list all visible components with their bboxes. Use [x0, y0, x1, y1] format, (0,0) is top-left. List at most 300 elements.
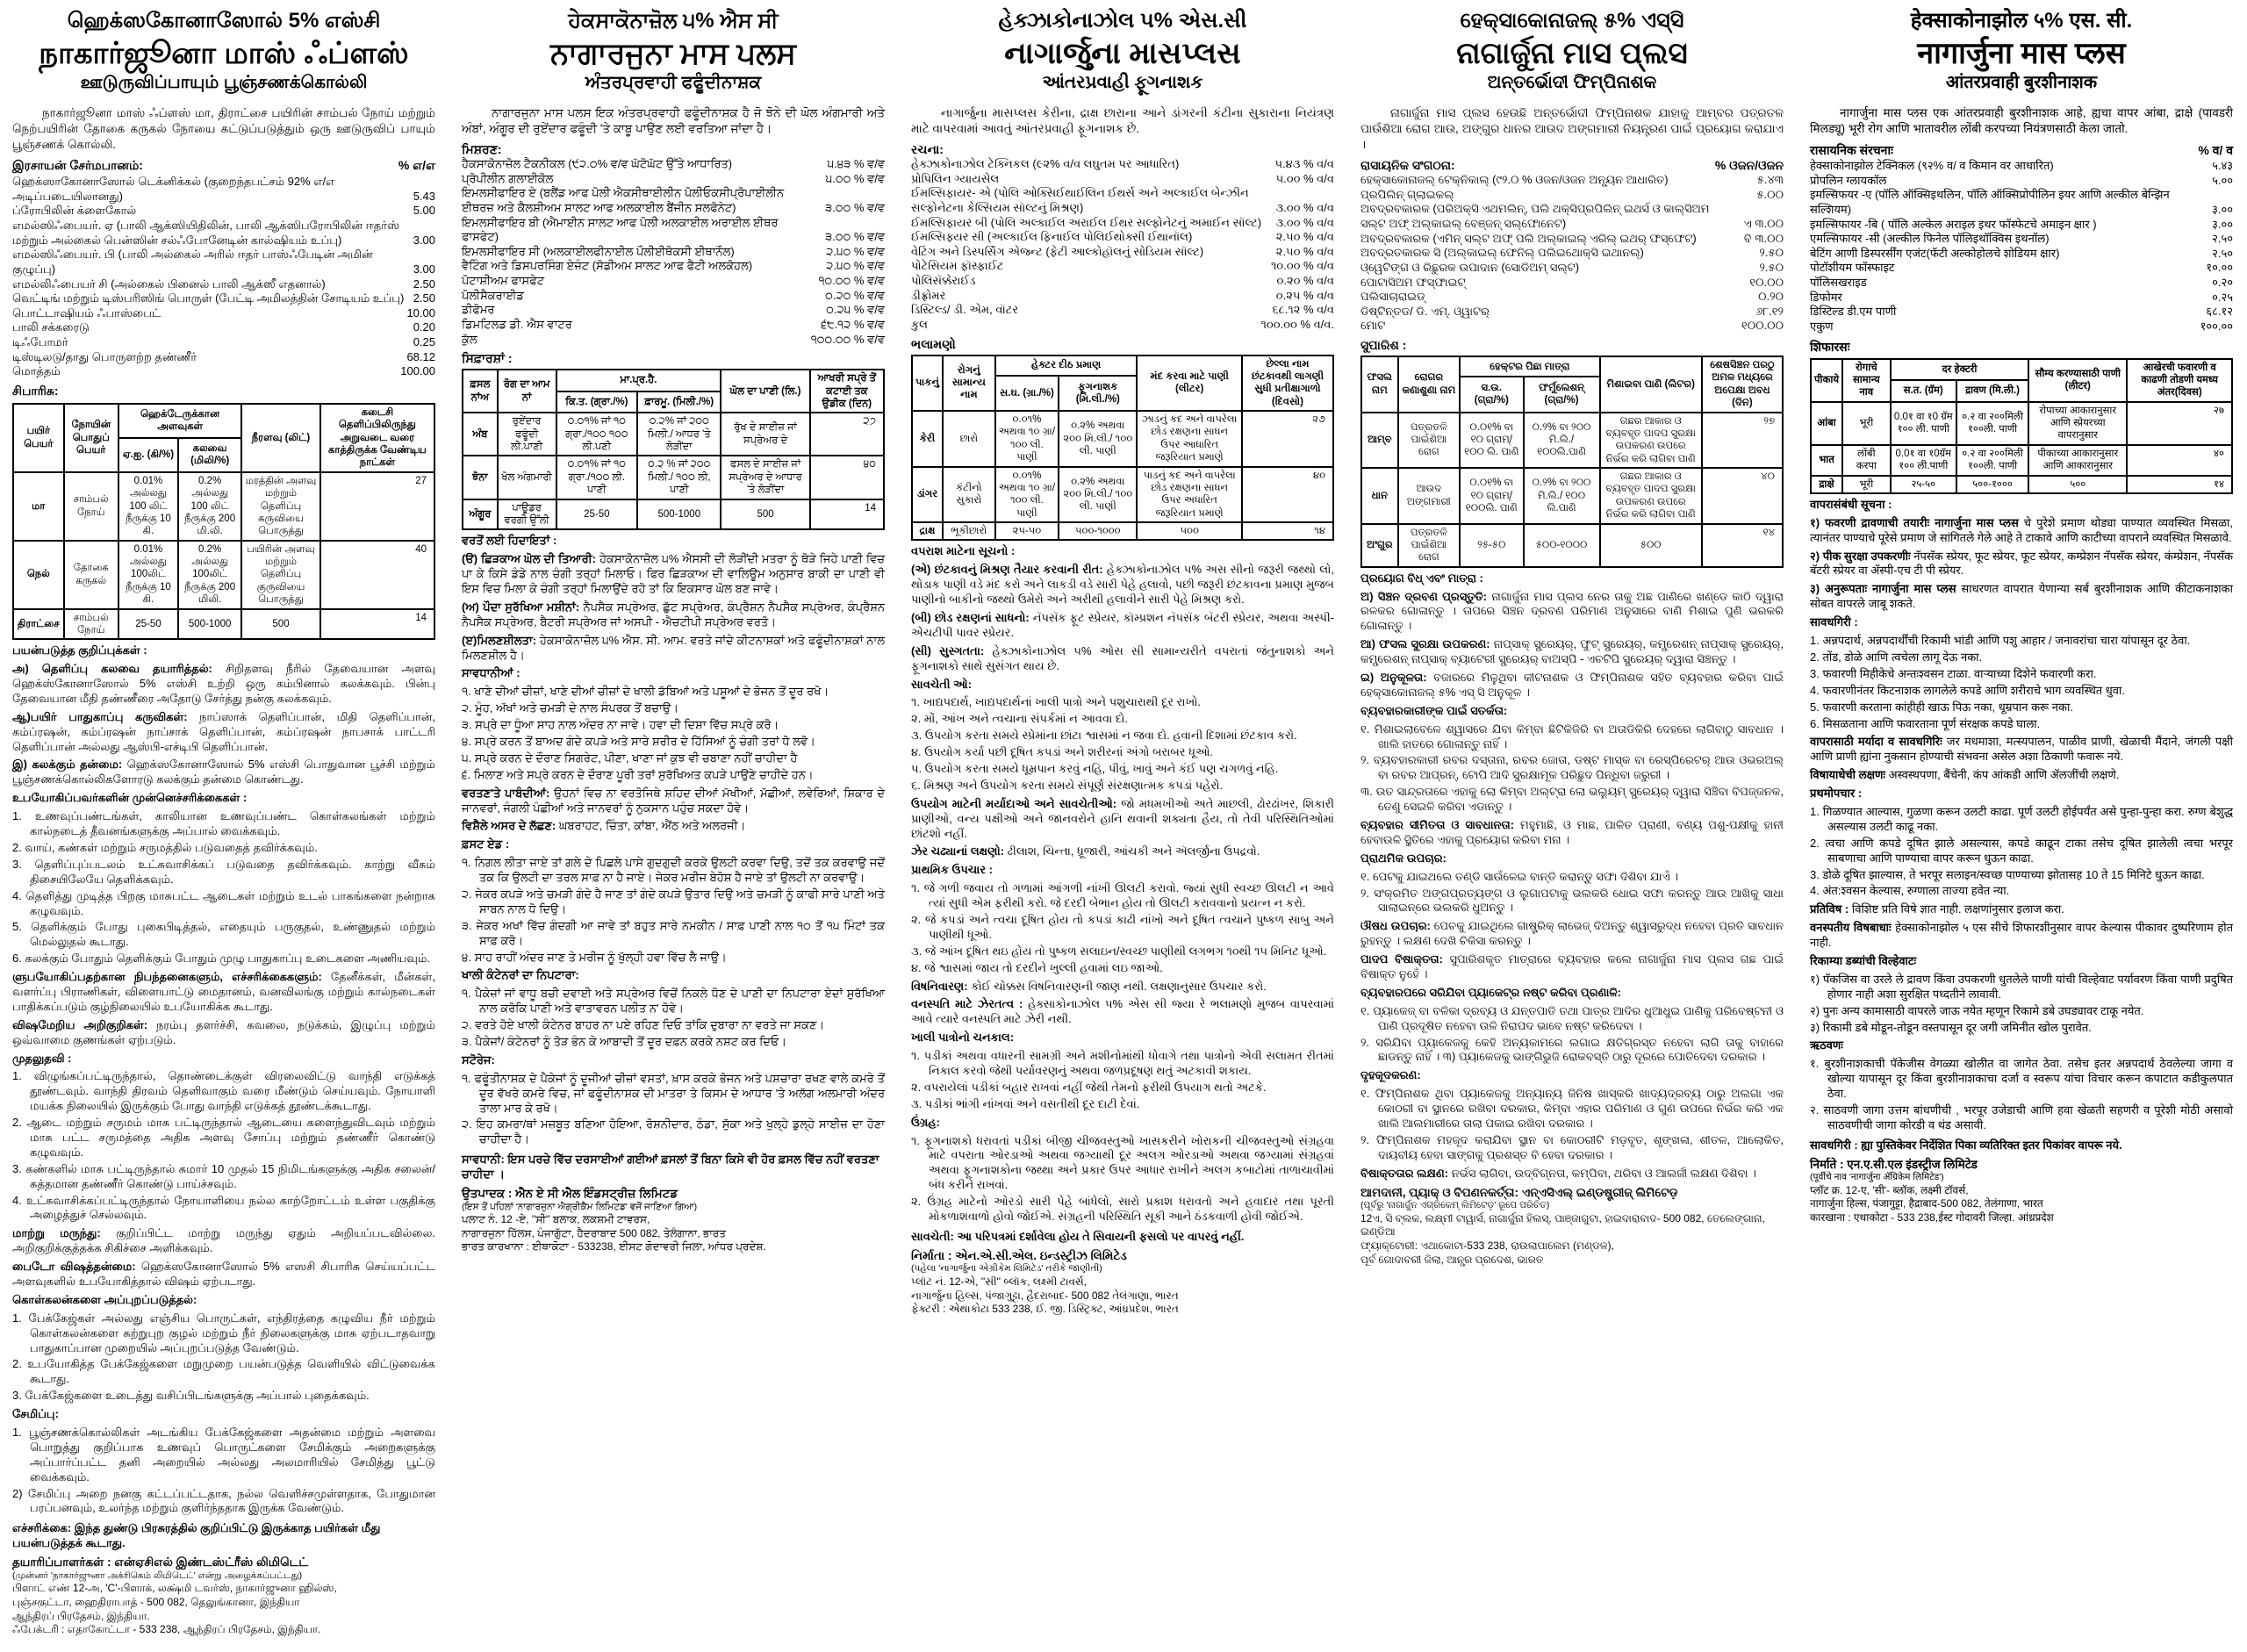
- ingredient-percentage: ୫.୦୦: [1756, 187, 1784, 201]
- section-heading-label: ઉપયોગ માટેની મર્યાદાઓ અને સાવચેતીઓ:: [911, 796, 1122, 810]
- section-list-item: ૧. પડીકાં અથવા વધારની સામગ્રી અને મશીનોમાંથી ધોવાગે તથા પાત્રોનો એવી સલામત રીતમાં નિકાલ કરવો જેથી પર્યાવરણનું અથવા જળપ્રદૂષણ થતું અટકાવી શકાય.: [911, 1049, 1334, 1078]
- section-list-item: ୧. ପ୍ୟାକେଜ୍ ବା ବଳିକା ଦ୍ରବ୍ୟ ଓ ଯନ୍ତପାତି ତଥା ପାତ୍ର ଆଦିର ଧୁଆଧୁଇ ପାଣିକୁ ପରିବେଷ୍ଟନୀ ଓ ପାଣି ପ୍ରଦୂଷିତ ନହେବା ଉଳି ନିରାପଦ ଭାବେ ନଷ୍ଟ କରିଦେବା ।: [1360, 1003, 1784, 1032]
- col-header-disease: रोगाचे सामान्य नाव: [1842, 359, 1891, 402]
- ingredient-percentage: २.५०: [2212, 232, 2233, 246]
- ingredient-percentage: ੧੦੦.੦੦ % ਵ/ਵ: [810, 332, 885, 346]
- ingredient-name: ઈમલ્સિફ્યર સી (અલ્કાઈલ ફિનાઈલ પોલિઈથોક્સી ઈથાનૉલ): [911, 230, 1193, 244]
- section-heading: [462, 666, 885, 681]
- product-title-line-3: ਅੰਤਰਪ੍ਰਵਾਹੀ ਫਫੂੰਦੀਨਾਸ਼ਕ: [585, 73, 762, 93]
- section-heading: [1810, 786, 2233, 801]
- section-list-item: 6. मिसळताना आणि फवारताना पूर्ण संरक्षक कपडे घाला.: [1810, 716, 2041, 730]
- section-heading: [462, 968, 885, 983]
- section-list-item: ੩. ਸਪ੍ਰੇ ਦਾ ਧੂੰਆ ਸਾਹ ਨਾਲ ਅੰਦਰ ਨਾ ਜਾਵੇ। ਹਵਾ ਦੀ ਦਿਸ਼ਾ ਵਿੱਚ ਸਪ੍ਰੇ ਕਰੋ।: [462, 718, 779, 732]
- composition-row: [911, 230, 1334, 245]
- col-header-formulation: ਫ਼ਾਰਮੂ. (ਮਿਲੀ./%): [637, 391, 721, 413]
- section-heading-label: ऋठवणः: [1810, 1038, 1843, 1052]
- table-row: [912, 411, 1333, 467]
- composition-row: [12, 350, 435, 365]
- ingredient-percentage: २.५०: [2212, 246, 2233, 260]
- section-list-item: ੨. ਵਰਤੇ ਹੋਏ ਖਾਲੀ ਕੰਟੇਨਰ ਬਾਹਰ ਨਾ ਪਏ ਰਹਿਣ ਦਿਓ ਤਾਂਕਿ ਦੁਬਾਰਾ ਨਾ ਵਰਤੇ ਜਾ ਸਕਣ।: [462, 1018, 825, 1032]
- ingredient-percentage: ૨.૫૦ % વ/વ: [1275, 244, 1334, 258]
- product-title-line-2: નાગાર્જુના માસપ્લસ: [1004, 36, 1241, 70]
- col-header-crop: ଫସଲ ନାମ: [1361, 356, 1398, 413]
- section-heading-label: वापरासाठी मर्यादा व सावधगिरिः: [1810, 735, 1947, 749]
- cell-waiting-days: 14: [810, 499, 884, 530]
- cell-crop: மா: [13, 472, 64, 541]
- cell-waiting-days: १४: [2127, 476, 2232, 493]
- cell-ai-dose: 0.0१ वा १0 ग्रॅम १०० ली. पाणी: [1891, 402, 1956, 445]
- cell-disease: કંટીનો સુકારો: [943, 467, 995, 523]
- composition-row: [1360, 188, 1784, 203]
- section-heading-label: ଅ) ସିଞ୍ଚନ ଦ୍ରବଣ ପ୍ରସ୍ତୁତି:: [1360, 589, 1492, 603]
- section-list-item: ୨. ସଂକ୍ରମିତ ଅଙ୍ଗପ୍ରତ୍ୟଙ୍ଗ ଓ ଲୁଗାପଟାକୁ ଭଲକରି ଧୋଇ ସଫା କରନ୍ତୁ ଆଉ ଆଖିକୁ ସାଧା ସାଲାଇନ୍‌ରେ ଭଲକରି ଧୁଅନ୍ତୁ ।: [1360, 886, 1784, 915]
- composition-row: [911, 259, 1334, 274]
- section-list-item: 4. अंत:श्वसन केल्यास, रुग्णाला ताज्या हवेत न्या.: [1810, 884, 2010, 898]
- cell-waiting-days: २७: [2127, 402, 2232, 445]
- cell-crop: भात: [1811, 445, 1842, 476]
- cell-waiting-days: ੪੦: [810, 456, 884, 499]
- manufacturer-line-1: ଆମଦାନୀ, ପ୍ୟାକ୍ ଓ ବିପଣନକର୍ତ୍ତା: ଏନ୍‌ଏସିଏଲ୍ ଇଣ୍ଡଷ୍ଟ୍ରୀଜ୍ ଲିମିଟେଡ଼: [1360, 1185, 1678, 1199]
- section-list-item: ૨. વપરાયેલાં પડીકાં બહાર રાખવાં નહીં જેથી તેમનો ફરીથી ઉપયાગ થતો અટકે.: [911, 1080, 1267, 1094]
- manufacturer-line-1: निर्माते : एन.ए.सी.एल इंडस्ट्रीज लिमिटेड: [1810, 1157, 1978, 1171]
- table-row: [13, 541, 434, 609]
- section-paragraph: பைடோ விஷத்தன்மை: ஹெக்ஸகோனாஸோல் 5% எஸசி சிபாரிசு செய்யப்பட்ட அளவுகளில் உபயோகித்தால் விஷம் ஏற்படாது.: [12, 1260, 435, 1288]
- section-paragraph: ਵਿਸ਼ੈਲੇ ਅਸਰ ਦੇ ਲੱਛਣ: ਘਬਰਾਹਟ, ਚਿੰਤਾ, ਕਾਂਬਾ, ਐਂਠ ਅਤੇ ਅਲਰਜੀ।: [462, 819, 746, 833]
- table-row: [13, 472, 434, 541]
- section-heading-label: கொள்கலன்களை அப்புறப்படுத்தல்:: [12, 1292, 197, 1306]
- composition-row: [911, 274, 1334, 289]
- composition-row: [911, 289, 1334, 304]
- header-row-1: [1811, 359, 2232, 381]
- cell-formulation-dose: 500-1000: [178, 609, 241, 640]
- composition-row: [12, 219, 435, 248]
- section-list-item: ୨. ଫିମ୍ପିନାଶକ ମହଜୂଦ କରାଯିବା ସ୍ଥାନ ବା କୋଠରୀଟି ମଡ଼ବୃତ, ଶୃଙ୍ଖଳା, ଶୀତଳ, ଆଲୋକିତ, ଦାୟବୀୟ ହେବା ସାଙ୍ଗକୁ ପ୍ରଶସ୍ତ ବି ହେବା ଦରକାର ।: [1360, 1132, 1784, 1161]
- col-header-formulation: கலவை (மிலி/%): [178, 438, 241, 472]
- cell-formulation-dose: ५००-१०००: [1956, 476, 2028, 493]
- product-title-line-1: ஹெக்ஸகோனாஸோல் 5% எஸ்சி: [67, 9, 381, 32]
- section-list-item: ੩. ਜੇਕਰ ਅਖਾਂ ਵਿੱਚ ਗੰਦਗੀ ਆ ਜਾਵੇ ਤਾਂ ਬਹੁਤ ਸਾਰੇ ਨਮਕੀਨ / ਸਾਫ਼ ਪਾਣੀ ਨਾਲ ੧੦ ਤੋਂ ੧੫ ਮਿੰਟਾਂ ਤਕ ਸਾਫ਼ ਕਰੋ।: [462, 918, 885, 947]
- intro-paragraph: નાગાર્જુના માસપ્લસ કેરીના, દ્રાક્ષ છારાના આને ડાંગરની કંટીના સુકારાના નિયંત્રણ માટે વાપરવામાં આવતું આંતરપ્રવાહી ફૂગનાશક છે.: [911, 105, 1334, 135]
- ingredient-name: डिस्टिल्ड डी.एम पाणी: [1810, 305, 1897, 319]
- ingredient-name: ଡିଷ୍ଟିନ୍ତଡ/ ଡି. ଏମ୍. ଓ୍ୱାଟର୍: [1360, 304, 1490, 318]
- cell-disease: ପତ୍ରତଳି ପାଇଁଶିଆ ରୋଗ: [1398, 413, 1460, 469]
- section-heading-label: ପ୍ରୟୋଗ ବିଧ୍ ଏବଂ ମାତ୍ରା :: [1360, 571, 1483, 585]
- section-list-item: ૪. જે શ્વાસમાં જાય તો દરદીને ખુલ્લી હવામાં લઇ જાઓ.: [911, 960, 1163, 974]
- cell-water-volume: 500: [721, 499, 809, 530]
- ingredient-name: પોલિસૅક્કેરાઈડ: [911, 274, 976, 288]
- product-title-line-2: ନାଗାର୍ଜୁନା ମାସ ପ୍ଲସ: [1456, 36, 1688, 70]
- ingredient-name: इमल्सिफायर -बि ( पॉलि अल्केल अराइल इथर फॉस्फेटचे अमाइन क्षार ): [1810, 217, 2097, 231]
- composition-row: [911, 245, 1334, 260]
- table-row: [1811, 476, 2232, 493]
- product-title-line-3: આંતરપ્રવાહી ફૂગનાશક: [1042, 73, 1203, 93]
- section-list-item: ૫. ઉપયોગ કરતા સમયે ધૂમ્રપાન કરવું નહિ, પીવું, ખાવું અને કંઈ પણ ચગળવું નહિ.: [911, 762, 1279, 775]
- composition-unit-label: % ଓଜନ/ଓଜନ: [1714, 158, 1784, 173]
- ingredient-percentage: ଏ ୩.୦୦: [1743, 217, 1784, 230]
- recommendations-heading: शिफारसः: [1810, 339, 1850, 354]
- composition-row: [1360, 246, 1784, 261]
- section-heading-label: ளுபயோகிப்பதற்கான நிபந்தனைகளும், எச்சரிக்கைகளும்:: [12, 970, 331, 984]
- section-list-item: ୧. ମିଶାଇଲାବେଳେ ଶ୍ୱାସରେ ଯିବା କିମ୍ବା ଛିଟିକିଜିରି ବା ଅତାଡିକିରି ଦେହରେ ଲାଗିବାଠୁ ସାବଧାନ । ଖାଲି ହାତରେ ଗୋଳାନ୍ତୁ ନାହିଁ ।: [1360, 722, 1784, 751]
- section-list-item: ੨. ਮੂੰਹ, ਅੱਖਾਂ ਅਤੇ ਚਮੜੀ ਦੇ ਨਾਲ ਸੰਪਰਕ ਤੋਂ ਬਚਾਉ।: [462, 701, 678, 715]
- ingredient-name: ਇਮਲਸੀਫਾਇਰ ਸੀ (ਅਲਕਾਈਲਫੀਨਾਈਲ ਪੌਲੀਈਥੋਕਸੀ ਈਥਾਨੌਲ): [462, 244, 735, 258]
- section-heading-label: वनस्पतीय विषबाधाः: [1810, 921, 1896, 935]
- section-heading: [911, 678, 1334, 693]
- section-heading-label: ଆ) ଫସଲ ସୁରକ୍ଷା ଉପକରଣ:: [1360, 637, 1494, 651]
- section-list-item: 3. தெளிப்புப்படலம் உட்சுவாசிக்கப் படுவதை தவிர்க்கவும். காற்று வீசும் திசையிலேயே தெளிக்கவும்.: [12, 857, 435, 886]
- section-list-item: 1. अन्नपदार्थ, अन्नपदार्थींची रिकामी भांडी आणि पशु आहार / जनावरांचा चारा यांपासून दूर ठेवा.: [1810, 634, 2191, 648]
- section-paragraph: ઉપયોગ માટેની મર્યાદાઓ અને સાવચેતીઓ: જો મધમખીઓ અતે માછલી, ઢોરઢાંખર, શિકારી પ્રાણીઓ, વન્ય પક્ષીઓ અને જાનવરોને હાનિ થવાની શક્યતા હૈય, તો તેવી પરિસ્થિતિઓમાં છાંટશો નહીં.: [911, 796, 1335, 840]
- ingredient-percentage: ५.४३: [2212, 159, 2233, 173]
- section-heading-label: விஷமேறிய அறிகுறிகள்:: [12, 1017, 157, 1031]
- section-list-item: २. साठवणी जागा उत्तम बांधणीची , भरपूर उजेडाची आणि हवा खेळती सहणरी व पूरेशी मोठी असावो साठवणीची जागा कोरडी व थंड असावी.: [1810, 1103, 2233, 1131]
- section-heading-label: பைடோ விஷத்தன்மை:: [12, 1260, 141, 1274]
- section-list-item: 1. பேக்கேஜ்கள் அல்லது எஞ்சிய பொருட்கள், எந்திரத்தை கழுவிய நீர் மற்றும் கொள்கலன்களை சுற்றுபுற குழல் மற்றும் நீர் நிலைகளுக்கு மாசு ஏற்படாதவாறு பாதுகாப்பான முறையில் அப்புறப்படுத்த வேண்டும்.: [12, 1311, 435, 1354]
- composition-row: [12, 335, 435, 350]
- section-list-item: 4. फवारणीनंतर किटनाशक लागलेले कपडे आणि शरीराचे भाग व्यवस्थित धुवा.: [1810, 683, 2125, 697]
- section-paragraph: விஷமேறிய அறிகுறிகள்: நரம்பு தளர்ச்சி, கவலை, நடுக்கம், இழுப்பு மற்றும் ஒவ்வாமை குணங்கள் ஏற்படும்.: [12, 1017, 435, 1046]
- ingredient-name: மொத்தம்: [12, 364, 61, 378]
- section-list-item: ୧. ପେଟକୁ ଯାଇଥଲେ ତଣ୍ଡି ସାଉଁଳେଇ ବାନ୍ତି କରାନ୍ତୁ ସଫା ଦିଶିବା ଯାଏଁ ।: [1360, 869, 1678, 883]
- ingredient-name: ઈમલ્સિફાયર બી (પોલિ અલ્કાઈલ અરાઈલ ઈથર સલ્ફોનેટનું અમાઈન સૉલ્ટ): [911, 215, 1262, 229]
- composition-row: [1810, 305, 2233, 320]
- composition-unit-label: % எ/எ: [398, 158, 435, 173]
- product-title-line-1: હેક્ઝાકોનાઝોલ ૫% એસ.સી: [998, 9, 1247, 32]
- cell-waiting-days: ୪୦: [1702, 468, 1783, 524]
- cell-crop: કેરી: [912, 411, 943, 467]
- ingredient-name: ଅବଦ୍ରବକାରକ (ପରିଅକ୍ସି ଏଥମଲିନ୍, ପଲି ଥକ୍ସିପ୍ରପିଲିନ୍ ଇଥର୍ସ ଓ କାଲ୍‌ସିଅମ ସଲ୍ଟ ଅଫ୍ ଅଲ୍‌କାଇଲ୍ ବେଞ୍ଜନ୍ ସଲ୍‌ଫୋନେଟ): [1360, 202, 1710, 230]
- cell-waiting-days: ୨୭: [1702, 413, 1783, 469]
- cell-crop: ଅଂଗୁର: [1361, 524, 1398, 567]
- ingredient-percentage: 2.50: [413, 277, 435, 291]
- ingredient-percentage: ୫.୪୩: [1756, 173, 1784, 187]
- section-heading-label: ଇ) ଅନୁକୂଳତା:: [1360, 670, 1434, 684]
- section-paragraph: மாற்று மருந்து: குறிப்பிட்ட மாற்று மருந்து ஏதும் அறியப்படவில்லை. அறிகுறிக்குத்தக்க சிகிச்சை அளிக்கவும்.: [12, 1226, 435, 1255]
- manufacturer-line-4: புஞ்சகுட்டா, ஹைதிராபாத் - 500 082, தெலுங்கானா, இந்தியா: [12, 1595, 300, 1608]
- table-row: [912, 467, 1333, 523]
- section-list-item: 2. त्वचा आणि कपडे दूषित झाले असल्यास, कपडे काढून टाका तसेच दूषित झालेली त्वचा भरपूर साबणाचा आणि पाण्याचा वापर करून धुऊन काढा.: [1810, 836, 2233, 865]
- ingredient-name: ପଲିସାଚାରାଇଡ୍: [1360, 290, 1425, 304]
- cell-crop: ਝੋਨਾ: [463, 456, 498, 499]
- ingredient-percentage: 10.00: [406, 305, 435, 320]
- section-paragraph: [462, 534, 885, 549]
- cell-water-volume: பயிரின் அளவு மற்றும் தெளிப்பு குருவியை பொருத்து: [241, 541, 320, 609]
- col-header-crop: ਫ਼ਸਲ ਨਾਂਅ: [463, 370, 498, 413]
- cell-disease: ଆଉଦ ଅଙ୍ଗମାରୀ: [1398, 468, 1460, 524]
- table-row: [912, 522, 1333, 540]
- ingredient-name: டிஸ்டிலடு/தாது பொருளற்ற தண்ணீர்: [12, 349, 197, 363]
- cell-waiting-days: ४०: [2127, 445, 2232, 476]
- section-list-item: ୨. ବ୍ୟବହାରକାରୀ ରବର ଦସ୍ତାନା, ରବର ଜୋତା, ଡଷ୍ଟ ମାସ୍କ ବା ରେସ୍ପିରେଟର୍ ଆଉ ଓଭରଅଲ୍ ବା ରବର ଆପ୍ରନ୍, ଟୋପି ଆଦି ସୁରକ୍ଷାମୂକ ପରିଛୁଦ ପିନ୍ଧିବା ଜରୁରୀ ।: [1360, 753, 1784, 782]
- section-heading-label: ஆ)பயிர் பாதுகாப்பு கருவிகள்:: [12, 709, 200, 723]
- section-heading-label: वापरासंबंधी सूचना :: [1810, 497, 1892, 511]
- composition-unit-label: % व/ व: [2198, 143, 2233, 158]
- ingredient-name: હેક્ઝાકોનાઝોલ ટેક્નિકલ (૯૨% વ/વ લઘુતમ પર આધારિત): [911, 157, 1180, 171]
- composition-heading: [12, 158, 435, 175]
- section-paragraph: (એ) છંટકાવનું મિશ્રણ તૈયાર કરવાની રીત: હેક્ઝાકોનાઝોલ ૫% અસ સીનો જરૂરી જથ્થો લો, થોડાક પાણી વડે મંદ કરો અને લાકડી વડે સારી પેહે હલાવો, પછી જરૂરી છંટકાવના પ્રમાણ મુજબ પાણીનો બાકીનો જથ્થો ઉમેરો અને અરીથી હલાવીને સારી પેહે મિશ્રણ કરો.: [911, 563, 1334, 607]
- section-list-item: ૩. ઉપયોગ કરતા સમયે સ્પ્રેમાંના છાંટા શ્વાસમાં ન જવા દો. હવાની દિશામાં છંટકાવ કરો.: [911, 729, 1297, 743]
- col-header-formulation: ફૂગનાશક (મિ.લી./%): [1059, 376, 1137, 411]
- leaflet-column-marathi: [1798, 0, 2247, 1652]
- section-list-item: ੨. ਇਹ ਕਮਰਾ/ਥਾਂ ਮਜ਼ਬੂਤ ਬਣਿਆ ਹੋਇਆ, ਰੋਸ਼ਨੀਦਾਰ, ਠੰਡਾ, ਸੁੱਕਾ ਅਤੇ ਖੁਲ੍ਹੇ ਡੁਲ੍ਹੇ ਸਾਈਜ਼ ਦਾ ਹੋਣਾ ਚਾਹੀਦਾ ਹੈ।: [462, 1117, 885, 1146]
- col-header-ai: સ.ઘ. (ગ્રા./%): [995, 376, 1059, 411]
- recommendations-table-head: [912, 356, 1333, 412]
- product-title-line-3: ஊடுருவிப்பாயும் பூஞ்சணக்கொல்லி: [80, 73, 368, 93]
- section-paragraph: [911, 544, 1334, 559]
- section-list-item: 1. விழுங்கப்பட்டிருந்தால், தொண்டைக்குள் விரலைவிட்டு வாந்தி எடுக்கத் தூண்டவும். வாந்தி திரவம் தெளிவாகும் வரை மீண்டும் செய்யவும். நோயாளி மயக்க நிலையில் இருக்கும் போது வாந்தி எடுக்கத் தூண்டக்கூடாது.: [12, 1069, 435, 1113]
- ingredient-name: ஹெக்ஸாகோனாஸோல் டெக்னிக்கல் (குறைந்தபட்சம் 92% எ/எ அடிப்படையிலானது): [12, 175, 335, 203]
- section-heading-label: மாற்று மருந்து:: [12, 1226, 117, 1240]
- col-header-disease: રોગનું સામાન્ય નામ: [943, 356, 995, 412]
- composition-heading: [911, 142, 1334, 157]
- ingredient-name: ਹੈਕਸਾਕੋਨਾਜ਼ੋਲ ਟੈਕਨੀਕਲ (੯੨.੦% ਵ/ਵ ਘੱਟੋਘੱਟ ਉੱਤੇ ਆਧਾਰਿਤ): [462, 157, 733, 171]
- composition-heading-label: ରାସାୟନିକ ସଂଗଠନା:: [1360, 158, 1455, 173]
- col-header-water: सौम्य करण्यासाठी पाणी (लीटर): [2028, 359, 2127, 402]
- ingredient-name: ଅବଦ୍ରତକାରକ ସି (ଅଲ୍‌କାଇଲ୍ ଫେନିଲ୍ ପଲିଇଥୋକ୍ସି ଇଥାନଲ୍): [1360, 246, 1644, 260]
- ingredient-name: பாலி சக்கரைடு: [12, 320, 90, 334]
- caution-note: સાવચેતી: આ પરિપત્રમાં દર્શાવેલા હોય તે સિવાયની ફસલો પર વાપરવું નહીં.: [911, 1229, 1245, 1243]
- cell-disease: சாம்பல் நோய்: [64, 609, 118, 640]
- section-list-item: ੧. ਫਫੂੰਤੀਨਾਸ਼ਕ ਦੇ ਪੈਕੇਜਾਂ ਨੂੰ ਦੂਜੀਆਂ ਚੀਜ਼ਾਂ ਵਸਤਾਂ, ਖ਼ਾਸ ਕਰਕੇ ਭੋਜਨ ਅਤੇ ਪਸ਼ਚਾਰਾ ਰਖਣ ਵਾਲੇ ਕਮਰੇ ਤੋਂ ਦੂਰ ਵੱਖਰੇ ਕਮਰੇ ਵਿਚ, ਜਾਂ ਫਫੂੰਦੀਨਾਸ਼ਕ ਦੀ ਮਾਤਰਾ ਤੇ ਕਿਸਮ ਦੇ ਆਧਾਰ 'ਤੇ ਅਲੱਗ ਅਲਮਾਰੀ ਅੰਦਰ ਤਾਲਾ ਮਾਰ ਕੇ ਰਖੋ।: [462, 1071, 885, 1115]
- col-header-crop: पीकाये: [1811, 359, 1842, 402]
- section-heading-label: (ਅ) ਪੌਦਾ ਸੁਰੱਖਿਆ ਮਸ਼ੀਨਾਂ:: [462, 600, 584, 614]
- section-list-item: 2. ஆடை மற்றும் சருமம் மாசு பட்டிருந்தால் ஆடையை களைந்துவிடவும் மற்றும் மாசு பட்ட சருமத்தை அதிக அளவு சோப்பு மற்றும் தண்ணீர் கொண்டு கழுவவும்.: [12, 1116, 435, 1159]
- section-heading: [911, 1031, 1334, 1045]
- recommendations-heading: ਸਿਫ਼ਾਰਸ਼ਾਂ :: [462, 351, 513, 366]
- recommendations-table-body: [1811, 402, 2232, 493]
- section-paragraph: ବିଷାକ୍ତତାର ଲକ୍ଷଣ: ନର୍ଭସ ଲାଗିବା, ଉଦ୍‌ବିଗ୍ନତା, କମ୍ପିବା, ଥରିବା ଓ ଆଲର୍ଜୀ ଲକ୍ଷଣ ଦିଶିବା ।: [1360, 1166, 1756, 1180]
- ingredient-percentage: 0.25: [413, 335, 435, 348]
- cell-crop: ଧାନ: [1361, 468, 1398, 524]
- leaflet-column-punjabi: [449, 0, 899, 1652]
- col-header-ai: ସ.ଉ. (ଗ୍ରା/%): [1460, 377, 1523, 412]
- col-header-disease: நோயின் பொதுப் பெயர்: [64, 404, 118, 472]
- manufacturer-line-3: प्लॉट क्र. 12-ए, 'सी'- ब्लॉक, लक्ष्मी टॉवर्स,: [1810, 1183, 1969, 1196]
- recommendations-table-head: [13, 404, 434, 472]
- caution-note: எச்சரிக்கை: இந்த துண்டு பிரசுரத்தில் குறிப்பிட்டு இருக்காத பயிர்கள் மீது பயன்படுத்தக் கூடாது.: [12, 1521, 381, 1550]
- cell-crop: திராட்சை: [13, 609, 64, 640]
- cell-disease: भूरी: [1842, 402, 1891, 445]
- ingredient-percentage: ੨.੫੦ % ਵ/ਵ: [826, 244, 885, 258]
- section-list-item: 4. உட்சுவாசிக்கப்பட்டிருந்தால் நோயாளியை நல்ல காற்றோட்டம் உள்ள பகுதிக்கு அழைத்துச் செல்லவும்.: [12, 1193, 435, 1222]
- cell-waiting-days: ૪૦: [1242, 467, 1333, 523]
- ingredient-name: ਇਮਲਸੀਫਾਇਰ ਏ (ਬਲੈਂਡ ਆਫ ਪੋਲੀ ਐਕਸੀਥਾਈਲੀਨ ਪੋਲੀਓਕਸੀਪ੍ਰੋਪਾਈਲੀਨ ਈਥਰਜ਼ ਅਤੇ ਕੈਲਸ਼ੀਅਮ ਸਾਲਟ ਆਫ ਅਲਕਾਈਲ ਬੈਂਜੀਨ ਸਲਫੋਨੇਟ): [462, 186, 785, 214]
- ingredient-percentage: १०.००: [2206, 261, 2233, 275]
- composition-row: [462, 186, 885, 215]
- section-list-item: ୨. ସରିଯିବା ପ୍ୟାକେଜକୁ କେହି ଅନ୍ୟକାମରେ ଲଗାଇ କ୍ଷତିଗ୍ରସ୍ତ ନହେବା ଲାଗି ତାକୁ ବାହାରେ ଛାଡନ୍ତୁ ନାହିଁ । ୩) ପ୍ୟାକେଜକୁ ଭାଙ୍ଗିଭୁଜି ରୋକବସ୍ତି ଠାରୁ ଦୂରରେ ପୋତିଦେବା ଦରକାର ।: [1360, 1035, 1784, 1064]
- ingredient-percentage: ୨.୫୦: [1759, 246, 1784, 260]
- section-heading-label: ਵਰਤੋਂ ਲਈ ਹਿਦਾਇਤਾਂ :: [462, 534, 557, 548]
- cell-disease: છારો: [943, 411, 995, 467]
- cell-water-volume: ୫୦୦: [1600, 524, 1702, 567]
- section-heading-label: ३) अनुरूपताः नागार्जुना मास प्लस: [1810, 582, 1962, 596]
- section-list-item: 2) சேமிப்பு அறை நனகு கட்டப்பட்டதாக, நல்ல வெளிச்சமுள்ளதாக, போதுமான பரப்பனவும், உலர்ந்த மற்றும் குளிர்ந்ததாக இருக்க வேண்டும்.: [12, 1486, 435, 1515]
- section-paragraph: प्रतिविष : विशिष्ट प्रति विषे ज्ञात नाही. लक्षणांनुसार इलाज करा.: [1810, 902, 2064, 916]
- section-heading-label: ઝેર ચઢ્યાનાં લક્ષણો:: [911, 844, 1008, 858]
- composition-row: [911, 216, 1334, 231]
- section-heading: [1360, 986, 1784, 1001]
- section-heading: [12, 1052, 435, 1067]
- recommendations-table-head: [1811, 359, 2232, 402]
- composition-row: [1810, 159, 2233, 174]
- composition-row: [1810, 174, 2233, 189]
- composition-row: [1810, 232, 2233, 247]
- manufacturer-line-2: (पूर्वीचे नाव 'नागार्जुना ॲग्रिकेम लिमिटेड'): [1810, 1172, 1944, 1183]
- col-header-ai: ஏ.ஐ. (கி/%): [118, 438, 178, 472]
- section-list-item: ੪. ਸਪ੍ਰੇ ਕਰਨ ਤੋਂ ਬਾਅਦ ਗੰਦੇ ਕਪੜੇ ਅਤੇ ਸਾਰੇ ਸ਼ਰੀਰ ਦੇ ਹਿੱਸਿਆਂ ਨੂੰ ਚੰਗੀ ਤਰਾਂ ਧੋ ਲਵੋ।: [462, 734, 815, 748]
- composition-row: [911, 186, 1334, 215]
- table-row: [463, 499, 884, 530]
- section-list-item: ૧. ખાદ્યપદાર્થ, ખાદ્યપદાર્થનાં ખાલી પાત્રો અને પશુચારાથી દૂર રાખો.: [911, 695, 1202, 709]
- ingredient-name: पोटॉशीयम फॉस्फाइट: [1810, 261, 1895, 275]
- cell-formulation-dose: ૦.૨% અથવા ૨૦૦ મિ.લી./ ૧૦૦ લી. પાણી: [1059, 467, 1137, 523]
- section-heading-label: ପାଦପ ବିଷାକ୍ତତା:: [1360, 952, 1450, 966]
- cell-crop: आंबा: [1811, 402, 1842, 445]
- table-row: [13, 609, 434, 640]
- section-heading: [911, 863, 1334, 878]
- cell-disease: ਪਾਊਡਰ ਵਰਗੀ ਉੱਲੀ: [498, 499, 556, 530]
- intro-paragraph: ନାଗାର୍ଜୁନା ମାସ ପ୍ଲସ ହେଉଛି ଅନ୍ତର୍ଭୋଦୀ ଫିମ୍ପିନାଶକ ଯାହାକୁ ଆମ୍ବର ପତ୍ରତଳ ପାଉଁଶିଆ ରୋଗ ଆଉ, ଅଙ୍ଗୁର ଧାନର ଆଉଦ ଅଙ୍ଗମାରୀ ନିୟନ୍ତ୍ରଣ ପାଇଁ ପ୍ରୟୋଗ କରାଯାଏ ।: [1360, 105, 1784, 152]
- manufacturer-line-6: ஃபேக்டரி : எதாகோட்டா - 533 238, ஆந்திரப் பிரதேசம், இந்தியா.: [12, 1623, 321, 1636]
- ingredient-name: ப்ரோபிலின் க்ளைகோல்: [12, 204, 137, 218]
- manufacturer-line-2: (પહેલા 'નાગાર્જુના એગ્રીકેમ લિમિટેડ' તરીકે જાણીતી): [911, 1263, 1102, 1275]
- ingredient-percentage: 100.00: [400, 364, 435, 378]
- composition-row: [462, 172, 885, 187]
- section-heading: [1360, 851, 1784, 866]
- section-heading-label: ବ୍ୟବହାର ସୀମିତତା ଓ ସାବଧାନତା:: [1360, 817, 1521, 831]
- section-paragraph: २) पीक सुरक्षा उपकरणीः नॅपसॅक स्प्रेयर, फूट स्प्रेयर, फूट स्प्रेयर, कम्प्रेशन नॅपसॅक स्प्रेयर, कंम्प्रेशन, नॅपसॅक बॅटरी स्प्रेयर वा ॲस्पी-एच टी पी स्प्रेयर.: [1810, 549, 2233, 578]
- section-list-item: 4. தெளித்து முடித்த பிறகு மாசுபட்ட ஆடைகள் மற்றும் உடல் பாகங்களை நன்றாக கழுவவும்.: [12, 888, 435, 917]
- cell-crop: द्राक्षे: [1811, 476, 1842, 493]
- composition-heading-label: ਮਿਸ਼ਰਣ:: [462, 142, 502, 157]
- cell-waiting-days: 27: [320, 472, 434, 541]
- cell-water-volume: પાડનું કદ અને વાપરેલા છોડ રક્ષણના સાધન ઉપર અધારિત જરૂરિયાત પ્રમાણે: [1137, 467, 1241, 523]
- section-paragraph: वनस्पतीय विषबाधाः हेक्साकोनाझोल ५ एस सीचे शिफारशीनुसार वापर केल्यास पीकावर दुष्परिणाम होत नाही.: [1810, 921, 2233, 950]
- col-header-formulation: ଫର୍ମୁଲେଶନ୍ (ଗ୍ରା/%): [1524, 377, 1600, 412]
- table-row: [1361, 468, 1783, 524]
- cell-waiting-days: ૧૪: [1242, 522, 1333, 540]
- section-list-item: 3. கண்களில் மாசு பட்டிருந்தால் சுமார் 10 முதல் 15 நிமிடங்களுக்கு அதிக சலைன்/சுத்தமான தண்ணீர் கொண்டு பாய்ச்சவும்.: [12, 1161, 435, 1190]
- cell-ai-dose: ૦.૦૧% અથવા ૧૦ ગ્રા/ ૧૦૦ લી. પાણી: [995, 467, 1059, 523]
- cell-crop: ડાંગર: [912, 467, 943, 523]
- section-list-item: १. बुरशीनाशकाची पॅकेजीस वेगळ्या खोलीत वा जागेत ठेवा. तसेच इतर अन्नपदार्थ ठेवलेल्या जागा व खोल्या यापासून दूर किंवा बुरशीनाशकाचा दर्जा व स्वरूप यांचा विचार करून कपाटात कडीकुलपात ठेवा.: [1810, 1057, 2233, 1101]
- leaflet-column-tamil: [0, 0, 449, 1652]
- ingredient-percentage: ૨.૫૦ % વ/વ: [1275, 230, 1334, 244]
- composition-row: [12, 204, 435, 219]
- composition-heading-label: रासायनिक संरचनाः: [1810, 143, 1893, 158]
- cell-crop: ਅੰਬ: [463, 413, 498, 456]
- section-heading-label: ବିଷାକ୍ତତାର ଲକ୍ଷଣ:: [1360, 1166, 1452, 1180]
- section-list-item: 1. गिळण्यात आल्यास, गुळणा करून उलटी काढा. पूर्ण उलटी होईपर्यंत असे पुन्हा-पुन्हा करा. रुग्ण बेशुद्ध असल्यास उलटी काढू नका.: [1810, 804, 2233, 833]
- section-heading: [1810, 615, 2233, 630]
- composition-row: [1360, 276, 1784, 291]
- manufacturer-line-2: (ପୂର୍ବରୁ 'ନାଗାର୍ଜୁନ ଏଗ୍ରିକେମ୍ ଲିମିଟେଡ଼' ରୂପେ ପରିଚିତ): [1360, 1200, 1550, 1211]
- section-paragraph: ବ୍ୟବହାର ସୀମିତତା ଓ ସାବଧାନତା: ମହୁମାଛି, ଓ ମାଛ, ପାଳିତ ପ୍ରାଣୀ, ବଣ୍ୟ ପଶୁ-ପକ୍ଷୀକୁ ହାନୀ ହେବାଉଳି ସ୍ଥିତିରେ ଏହାକୁ ପ୍ରୟୋଗ କରିବା ମନା ।: [1360, 817, 1784, 846]
- section-list-item: ૧. ફૂગનાશકો ધરાવતાં પડીકાં બીજી ચીજવસ્તુઓ ખાસકરીને ખોરાકની ચીજવસ્તુઓ સંગ્રહવા માટે વપરાતા ઓરડાઓ અથવા જગ્યાથી દૂર અલગ ઓરડાઓ અથવા જગ્યામાં સંગ્રહવાં અથવા ફૂગનાશકોના જથ્થા અને પ્રકાર ઉપર આધાર રાખીને અલગ કબાટોમાં તાળાચાવીમાં બંધ કરીને રાખવાં.: [911, 1133, 1334, 1192]
- section-list-item: ੨. ਜੇਕਰ ਕਪੜੇ ਅਤੇ ਚਮੜੀ ਗੰਦੇ ਹੈ ਜਾਣ ਤਾਂ ਗੰਦੇ ਕਪੜੇ ਉਤਾਰ ਦਿਉ ਅਤੇ ਚਮੜੀ ਨੂੰ ਕਾਫੀ ਸਾਰੇ ਪਾਣੀ ਅਤੇ ਸਾਬਨ ਨਾਲ ਧੋ ਦਿਉ।: [462, 887, 885, 916]
- cell-waiting-days: ੨੭: [810, 413, 884, 456]
- recommendations-heading: ସୁପାରିଶ :: [1360, 338, 1407, 352]
- ingredient-name: हेक्साकोनाझोल टेक्निकल (९२% व/ व किमान वर आधारित): [1810, 159, 2054, 173]
- manufacturer-line-4: ਨਾਗਾਰਜੁਨਾ ਹਿੱਲਸ, ਪੰਜਾਗੁੱਟਾ, ਹੈਦਰਾਬਾਦ 500 082, ਤੇਲੰਗਾਨਾ, ਭਾਰਤ: [462, 1226, 726, 1239]
- ingredient-percentage: ੩.੦੦ % ਵ/ਵ: [825, 230, 885, 244]
- section-heading-label: ઉંગ્રહ:: [911, 1115, 940, 1129]
- cell-ai-dose: ୦.୦୧% ବା ୧୦ ଗ୍ରାମ୍/ ୧୦୦ଲି. ପାଣି: [1460, 468, 1523, 524]
- recommendations-table-head: [463, 370, 884, 413]
- section-heading-label: (એ) છંટકાવનું મિશ્રણ તૈયાર કરવાની રીત:: [911, 563, 1107, 577]
- cell-disease: ପତ୍ରତଳି ପାଇଁଶିଆ ରୋଗ: [1398, 524, 1460, 567]
- ingredient-name: எமல்ஸிஃபையர். ஏ (பாலி ஆக்ஸியிதிலின், பாலி ஆக்ஸிபரோபிலின் ஈதர்ஸ் மற்றும் அல்கைல் பென்ஸின் சல்ஃபோனேடின் கால்ஷியம் உப்பு): [12, 219, 399, 247]
- composition-row: [462, 259, 885, 274]
- section-heading: [1360, 704, 1784, 719]
- section-list-item: 1. பூஞ்சணக்கொல்லிகள் அடங்கிய பேக்கேஜ்களை அதன்மை மற்றும் அளவை பொறுத்து குறிப்பாக உணவுப் பொருட்களை சேமிக்கும் அறைகளுக்கு அப்பார்ப்பட்ட தனி அறையில் அல்லது அலமாரியில் சேமித்து பூட்டு வைக்கவும்.: [12, 1426, 435, 1483]
- col-header-ai: स.त. (ग्रॅम): [1891, 380, 1956, 402]
- product-title-line-1: ହେକ୍ସାକୋନାଜଲ୍ ୫% ଏସ୍‌ସି: [1460, 9, 1684, 32]
- section-list-item: ୩. ଉତ ସାନ୍ଦ୍ରତାରେ ଏହାକୁ ଲୋ କିମ୍ବା ଅଲ୍‌ଟ୍ରା ଲୋ ଭଲ୍ୟୁମ୍ ସ୍ପ୍ରେୟର୍ ଦ୍ୱାରା ସିଞ୍ଚିବା ବିପଜ୍ଜନକ, ତେଣୁ ସେଇଳି କରିବା ଏଡାନ୍ତୁ ।: [1360, 785, 1784, 814]
- manufacturer-line-3: પ્લૉટ નં. 12-એ, ''સી'' બ્લૉક, લક્ષ્મી ટાવર્સ,: [911, 1275, 1088, 1289]
- section-heading-label: २) पीक सुरक्षा उपकरणीः: [1810, 549, 1914, 563]
- section-heading-label: ଦୃହକୂଦକରଣ:: [1360, 1068, 1421, 1082]
- ingredient-name: પ્રોપિલિન ગ્યાયસેલ: [911, 171, 1000, 185]
- composition-row: [1810, 320, 2233, 334]
- product-title-line-2: नागार्जुना मास प्लस: [1917, 36, 2126, 70]
- ingredient-name: பொட்டாஷியம் ஃபாஸ்பைட்: [12, 305, 162, 320]
- recommendations-table-body: [912, 411, 1333, 540]
- ingredient-percentage: 3.00: [413, 262, 435, 276]
- cell-formulation-dose: ੦.੨% ਜਾਂ ੨੦੦ ਮਿਲੀ./ ਆਧਰ 'ਤੇ ਲੋੜੀਂਦਾ: [637, 413, 721, 456]
- section-list-item: 2. வாய், கண்கள் மற்றும் சருமத்தில் படுவதைத் தவிர்க்கவும்.: [12, 840, 318, 854]
- section-heading-label: रिकाम्या डब्यांची विल्हेवाटः: [1810, 953, 1917, 967]
- ingredient-name: ପୋଟାସିଅମ ଫସ୍‌ଫାଇଟ୍: [1360, 275, 1466, 289]
- composition-row: [1810, 291, 2233, 305]
- col-header-water: நீரளவு (லிட்): [241, 404, 320, 472]
- composition-heading-label: રચના:: [911, 142, 944, 157]
- product-title-line-2: ਨਾਗਾਰਜੁਨਾ ਮਾਸ ਪਲਸ: [550, 36, 796, 70]
- cell-water-volume: ५००: [2028, 476, 2127, 493]
- ingredient-name: வெட்டிங் மற்றும் டிஸ்பரிஸிங் பொருள் (பேட்டி அமிலத்தின் சோடியம் உப்பு): [12, 291, 405, 305]
- section-paragraph: વિષનિવારણ: કોઈ ચોક્કસ વિષનિવારણની જાણ નથી. લક્ષણાનુસાર ઉપચાર કરો.: [911, 979, 1267, 993]
- ingredient-percentage: ੫.੦੦ % ਵ/ਵ: [825, 171, 885, 185]
- ingredient-percentage: ૬૮.૧૨ % વ/વ: [1272, 303, 1334, 317]
- ingredient-name: ପ୍ରପିଲିନ୍ ଗ୍ଲାଇକଲ୍: [1360, 187, 1454, 201]
- ingredient-percentage: ବି ୩.୦୦: [1743, 231, 1784, 245]
- ingredient-percentage: ૩.૦૦ % વ/વ: [1275, 215, 1334, 229]
- ingredient-name: ਡੀਫੋਮਰ: [462, 303, 495, 317]
- cell-water-volume: ઝાડનું કદ અને વાપરેલા છોડ રક્ષણના સાધન ઉપર આધારિત જરૂરિયાત પ્રમાણે: [1137, 411, 1241, 467]
- col-header-formulation: द्रावण (मि.ली.): [1956, 380, 2028, 402]
- section-list-item: 3. பேக்கேஜ்களை உடைத்து வசிப்பிடங்களுக்கு அப்பால் புதைக்கவும்.: [12, 1389, 370, 1403]
- section-heading: [1810, 954, 2233, 969]
- header-row-1: [463, 370, 884, 391]
- cell-water-volume: 500: [241, 609, 320, 640]
- intro-paragraph: நாகார்ஜூனா மாஸ் ஃப்ளஸ் மா, திராட்சை பயிரின் சாம்பல் நோய் மற்றும் நெற்பயிரின் தோகை கருகல் நோயை கட்டுப்படுத்தும் ஒரு ஊடுருவிப் பாயும் பூஞ்சணக் கொல்லி.: [12, 105, 435, 152]
- cell-formulation-dose: ୦.୨% ବା ୨୦୦ ମି.ଲି./ ୧୦୦ ଲି.ପାଣି: [1524, 468, 1600, 524]
- col-header-disease: ରୋଗର କଣାଶୁଣା ନାମ: [1398, 356, 1460, 413]
- cell-crop: ਅੰਗੂਰ: [463, 499, 498, 530]
- cell-ai-dose: 25-50: [118, 609, 178, 640]
- cell-formulation-dose: ૫૦૦-૧૦૦૦: [1059, 522, 1137, 540]
- ingredient-name: इमल्सिफयर -ए (पॉलि ऑक्सिइथलिन, पॉलि ऑक्सिप्रोपीलिन इयर आणि अल्कील बेन्झिन सल्शियम): [1810, 188, 2170, 216]
- ingredient-name: ଅବଦ୍ରବକାରକ (ଏମିନ୍ ସଲ୍ଟ ଅଫ୍ ପଲି ଅଲ୍‌କାଇଲ୍ ଏରିଲ୍ ଇଥର୍ ଫସ୍‌ଫେଟ୍): [1360, 231, 1697, 245]
- composition-row: [1360, 305, 1784, 320]
- ingredient-percentage: ੧੦.੦੦ % ਵ/ਵ: [818, 274, 885, 288]
- section-heading-label: પ્રાથમિક ઉપચાર :: [911, 863, 994, 877]
- composition-row: [12, 306, 435, 321]
- section-heading-label: प्रतिविष :: [1810, 902, 1852, 916]
- ingredient-percentage: ੬੮.੧੨ % ਵ/ਵ: [821, 317, 885, 331]
- ingredient-name: पॉलिसखराइड: [1810, 276, 1867, 290]
- cell-formulation-dose: 500-1000: [637, 499, 721, 530]
